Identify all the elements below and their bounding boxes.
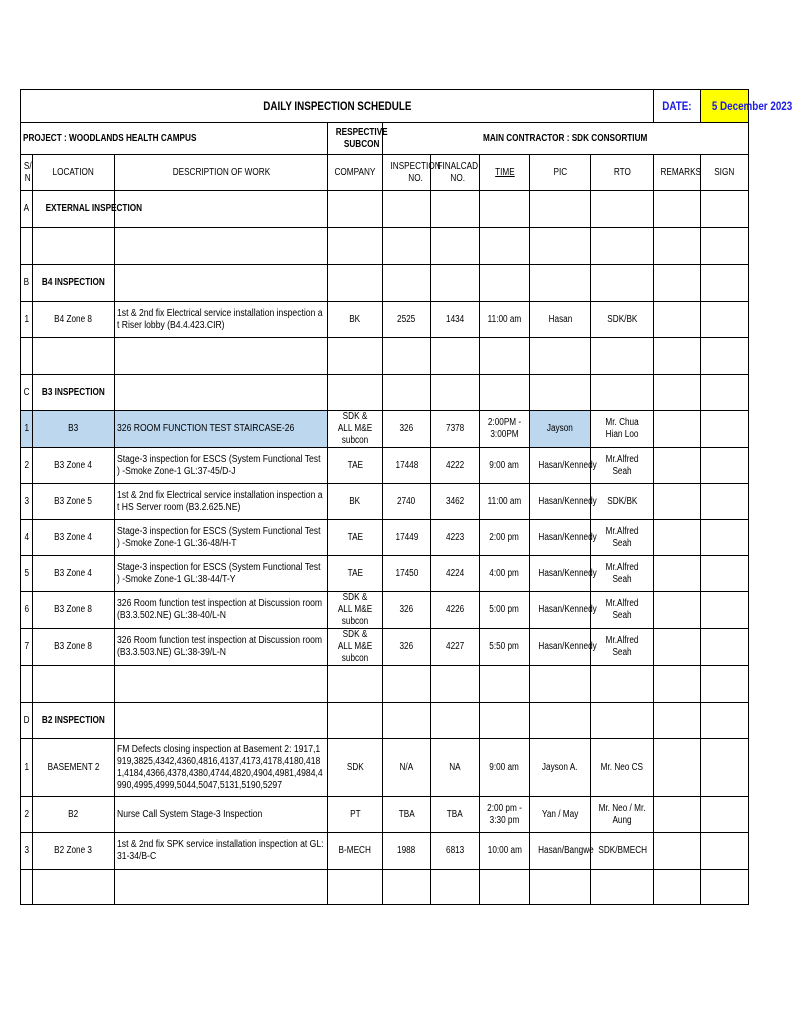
- company-cell: SDK & ALL M&E subcon: [328, 592, 383, 629]
- pic-cell: Jayson: [530, 411, 591, 448]
- company-cell: SDK & ALL M&E subcon: [328, 629, 383, 666]
- remarks-cell: [654, 797, 701, 833]
- empty-cell: [383, 703, 431, 739]
- empty-cell: [115, 870, 328, 905]
- inspection-no-cell: N/A: [383, 739, 431, 797]
- empty-cell: [431, 375, 480, 411]
- time-cell: 11:00 am: [480, 302, 530, 338]
- empty-cell: [115, 338, 328, 375]
- company-cell: PT: [328, 797, 383, 833]
- company-cell: BK: [328, 302, 383, 338]
- empty-cell: [591, 265, 654, 302]
- sn-cell: 7: [21, 629, 33, 666]
- sn-cell: 3: [21, 484, 33, 520]
- empty-cell: [115, 228, 328, 265]
- empty-cell: [431, 870, 480, 905]
- location-cell: B2 Zone 3: [33, 833, 115, 870]
- empty-cell: [383, 375, 431, 411]
- description-cell: 326 ROOM FUNCTION TEST STAIRCASE-26: [115, 411, 328, 448]
- description-cell: Nurse Call System Stage-3 Inspection: [115, 797, 328, 833]
- header-rto: RTO: [591, 155, 654, 191]
- header-description: DESCRIPTION OF WORK: [115, 155, 328, 191]
- sign-cell: [701, 448, 749, 484]
- sign-cell: [701, 629, 749, 666]
- empty-cell: [530, 703, 591, 739]
- empty-cell: [115, 703, 328, 739]
- empty-cell: [21, 338, 33, 375]
- header-remarks: REMARKS: [654, 155, 701, 191]
- table-row: [21, 411, 749, 448]
- sign-cell: [701, 411, 749, 448]
- header-location: LOCATION: [33, 155, 115, 191]
- empty-cell: [701, 191, 749, 228]
- empty-cell: [33, 870, 115, 905]
- finalcad-no-cell: 1434: [431, 302, 480, 338]
- description-cell: 1st & 2nd fix Electrical service installation inspection at HS Server room (B3.2.625.NE): [115, 484, 328, 520]
- empty-cell: [530, 375, 591, 411]
- empty-cell: [591, 375, 654, 411]
- finalcad-no-cell: 7378: [431, 411, 480, 448]
- table-row: [21, 797, 749, 833]
- section-letter: C: [21, 375, 33, 411]
- section-letter: B: [21, 265, 33, 302]
- empty-cell: [530, 666, 591, 703]
- sn-cell: 5: [21, 556, 33, 592]
- inspection-no-cell: 2740: [383, 484, 431, 520]
- sn-cell: 2: [21, 448, 33, 484]
- empty-cell: [383, 191, 431, 228]
- empty-cell: [480, 703, 530, 739]
- empty-cell: [431, 265, 480, 302]
- table-row: [21, 629, 749, 666]
- empty-cell: [591, 666, 654, 703]
- empty-cell: [431, 703, 480, 739]
- header-pic: PIC: [530, 155, 591, 191]
- time-cell: 5:00 pm: [480, 592, 530, 629]
- sn-cell: 4: [21, 520, 33, 556]
- time-cell: 2:00PM - 3:00PM: [480, 411, 530, 448]
- section-row: [21, 265, 749, 302]
- description-cell: Stage-3 inspection for ESCS (System Functional Test ) -Smoke Zone-1 GL:37-45/D-J: [115, 448, 328, 484]
- pic-cell: Hasan/Kennedy: [530, 484, 591, 520]
- finalcad-no-cell: 6813: [431, 833, 480, 870]
- empty-cell: [328, 191, 383, 228]
- pic-cell: Hasan/Kennedy: [530, 592, 591, 629]
- empty-row: [21, 338, 749, 375]
- table-row: [21, 556, 749, 592]
- empty-cell: [431, 338, 480, 375]
- rto-cell: Mr. Neo CS: [591, 739, 654, 797]
- empty-cell: [21, 228, 33, 265]
- empty-cell: [115, 666, 328, 703]
- finalcad-no-cell: 4222: [431, 448, 480, 484]
- description-cell: FM Defects closing inspection at Basement 2: 1917,1919,3825,4342,4360,4816,4137,4173,4178,4180,4181,4184,4366,4378,4380,4744,4820,4904,4981,4984,4990,4995,4999,5044,5047,5131,5190,5297: [115, 739, 328, 797]
- inspection-no-cell: 2525: [383, 302, 431, 338]
- sign-cell: [701, 302, 749, 338]
- rto-cell: Mr.Alfred Seah: [591, 556, 654, 592]
- finalcad-no-cell: 4224: [431, 556, 480, 592]
- pic-cell: Hasan/Bangwe: [530, 833, 591, 870]
- empty-cell: [654, 375, 701, 411]
- time-cell: 9:00 am: [480, 448, 530, 484]
- remarks-cell: [654, 302, 701, 338]
- section-letter: A: [21, 191, 33, 228]
- empty-cell: [480, 265, 530, 302]
- empty-cell: [480, 191, 530, 228]
- inspection-no-cell: 17449: [383, 520, 431, 556]
- remarks-cell: [654, 833, 701, 870]
- finalcad-no-cell: TBA: [431, 797, 480, 833]
- empty-cell: [328, 228, 383, 265]
- rto-cell: Mr. Neo / Mr. Aung: [591, 797, 654, 833]
- sign-cell: [701, 484, 749, 520]
- finalcad-no-cell: 4226: [431, 592, 480, 629]
- title-row: [21, 90, 749, 123]
- empty-cell: [431, 666, 480, 703]
- rto-cell: Mr.Alfred Seah: [591, 520, 654, 556]
- date-value: 5 December 2023: [701, 90, 749, 123]
- time-cell: 2:00 pm - 3:30 pm: [480, 797, 530, 833]
- location-cell: B3: [33, 411, 115, 448]
- time-cell: 11:00 am: [480, 484, 530, 520]
- sign-cell: [701, 833, 749, 870]
- empty-cell: [654, 338, 701, 375]
- empty-cell: [530, 338, 591, 375]
- table-row: [21, 739, 749, 797]
- empty-cell: [654, 703, 701, 739]
- project-name: PROJECT : WOODLANDS HEALTH CAMPUS: [21, 123, 328, 155]
- remarks-cell: [654, 448, 701, 484]
- sign-cell: [701, 520, 749, 556]
- section-row: [21, 703, 749, 739]
- sn-cell: 2: [21, 797, 33, 833]
- company-cell: B-MECH: [328, 833, 383, 870]
- table-row: [21, 520, 749, 556]
- rto-cell: Mr.Alfred Seah: [591, 448, 654, 484]
- remarks-cell: [654, 520, 701, 556]
- description-cell: Stage-3 inspection for ESCS (System Functional Test ) -Smoke Zone-1 GL:36-48/H-T: [115, 520, 328, 556]
- location-cell: B3 Zone 5: [33, 484, 115, 520]
- empty-cell: [328, 666, 383, 703]
- empty-cell: [328, 338, 383, 375]
- location-cell: B3 Zone 4: [33, 556, 115, 592]
- empty-cell: [431, 191, 480, 228]
- inspection-no-cell: 326: [383, 592, 431, 629]
- empty-cell: [530, 191, 591, 228]
- section-name: EXTERNAL INSPECTION: [33, 191, 115, 228]
- empty-cell: [115, 191, 328, 228]
- empty-cell: [701, 228, 749, 265]
- empty-cell: [591, 703, 654, 739]
- empty-cell: [591, 191, 654, 228]
- empty-cell: [383, 228, 431, 265]
- empty-cell: [701, 338, 749, 375]
- sign-cell: [701, 556, 749, 592]
- empty-cell: [383, 666, 431, 703]
- empty-cell: [480, 870, 530, 905]
- sn-cell: 1: [21, 411, 33, 448]
- empty-cell: [654, 870, 701, 905]
- inspection-no-cell: 1988: [383, 833, 431, 870]
- inspection-no-cell: TBA: [383, 797, 431, 833]
- location-cell: B2: [33, 797, 115, 833]
- empty-cell: [328, 870, 383, 905]
- remarks-cell: [654, 739, 701, 797]
- description-cell: 1st & 2nd fix Electrical service installation inspection at Riser lobby (B4.4.423.CIR): [115, 302, 328, 338]
- description-cell: Stage-3 inspection for ESCS (System Functional Test ) -Smoke Zone-1 GL:38-44/T-Y: [115, 556, 328, 592]
- table-row: [21, 302, 749, 338]
- company-cell: BK: [328, 484, 383, 520]
- remarks-cell: [654, 592, 701, 629]
- pic-cell: Yan / May: [530, 797, 591, 833]
- sn-cell: 1: [21, 302, 33, 338]
- section-name: B3 INSPECTION: [33, 375, 115, 411]
- remarks-cell: [654, 629, 701, 666]
- empty-cell: [328, 703, 383, 739]
- date-label: DATE:: [654, 90, 701, 123]
- empty-cell: [530, 228, 591, 265]
- empty-cell: [431, 228, 480, 265]
- company-cell: TAE: [328, 520, 383, 556]
- time-cell: 5:50 pm: [480, 629, 530, 666]
- empty-cell: [33, 338, 115, 375]
- header-inspection-no: INSPECTION NO.: [383, 155, 431, 191]
- company-cell: TAE: [328, 448, 383, 484]
- section-name: B2 INSPECTION: [33, 703, 115, 739]
- time-cell: 10:00 am: [480, 833, 530, 870]
- pic-cell: Hasan/Kennedy: [530, 629, 591, 666]
- sign-cell: [701, 592, 749, 629]
- empty-cell: [701, 265, 749, 302]
- location-cell: B3 Zone 4: [33, 520, 115, 556]
- empty-cell: [21, 666, 33, 703]
- header-finalcad-no: FINALCAD NO.: [431, 155, 480, 191]
- main-contractor: MAIN CONTRACTOR : SDK CONSORTIUM: [383, 123, 749, 155]
- company-cell: TAE: [328, 556, 383, 592]
- table-row: [21, 448, 749, 484]
- table-row: [21, 833, 749, 870]
- header-sign: SIGN: [701, 155, 749, 191]
- pic-cell: Hasan: [530, 302, 591, 338]
- pic-cell: Jayson A.: [530, 739, 591, 797]
- empty-cell: [654, 666, 701, 703]
- rto-cell: Mr. Chua Hian Loo: [591, 411, 654, 448]
- location-cell: B3 Zone 8: [33, 629, 115, 666]
- finalcad-no-cell: 4227: [431, 629, 480, 666]
- location-cell: BASEMENT 2: [33, 739, 115, 797]
- sn-cell: 1: [21, 739, 33, 797]
- remarks-cell: [654, 484, 701, 520]
- respective-subcon-label: RESPECTIVE SUBCON: [328, 123, 383, 155]
- empty-cell: [591, 228, 654, 265]
- empty-cell: [701, 666, 749, 703]
- inspection-schedule-table: [20, 89, 793, 905]
- rto-cell: SDK/BK: [591, 484, 654, 520]
- time-cell: 2:00 pm: [480, 520, 530, 556]
- empty-row: [21, 666, 749, 703]
- section-row: [21, 191, 749, 228]
- rto-cell: Mr.Alfred Seah: [591, 592, 654, 629]
- header-time: TIME: [480, 155, 530, 191]
- empty-cell: [654, 265, 701, 302]
- empty-row: [21, 228, 749, 265]
- empty-cell: [654, 228, 701, 265]
- empty-cell: [383, 870, 431, 905]
- section-letter: D: [21, 703, 33, 739]
- finalcad-no-cell: NA: [431, 739, 480, 797]
- location-cell: B4 Zone 8: [33, 302, 115, 338]
- company-cell: SDK & ALL M&E subcon: [328, 411, 383, 448]
- empty-cell: [115, 265, 328, 302]
- header-company: COMPANY: [328, 155, 383, 191]
- description-cell: 1st & 2nd fix SPK service installation inspection at GL:31-34/B-C: [115, 833, 328, 870]
- schedule-title: DAILY INSPECTION SCHEDULE: [21, 90, 654, 123]
- sign-cell: [701, 797, 749, 833]
- empty-cell: [701, 870, 749, 905]
- empty-cell: [328, 375, 383, 411]
- rto-cell: SDK/BK: [591, 302, 654, 338]
- remarks-cell: [654, 556, 701, 592]
- time-cell: 4:00 pm: [480, 556, 530, 592]
- empty-cell: [654, 191, 701, 228]
- empty-cell: [701, 375, 749, 411]
- empty-cell: [383, 265, 431, 302]
- remarks-cell: [654, 411, 701, 448]
- finalcad-no-cell: 3462: [431, 484, 480, 520]
- empty-cell: [21, 870, 33, 905]
- empty-cell: [480, 228, 530, 265]
- empty-cell: [480, 338, 530, 375]
- pic-cell: Hasan/Kennedy: [530, 448, 591, 484]
- finalcad-no-cell: 4223: [431, 520, 480, 556]
- table-row: [21, 484, 749, 520]
- table-row: [21, 592, 749, 629]
- time-cell: 9:00 am: [480, 739, 530, 797]
- inspection-no-cell: 17448: [383, 448, 431, 484]
- section-row: [21, 375, 749, 411]
- column-header-row: [21, 155, 749, 191]
- sn-cell: 6: [21, 592, 33, 629]
- rto-cell: SDK/BMECH: [591, 833, 654, 870]
- empty-cell: [33, 666, 115, 703]
- inspection-no-cell: 326: [383, 629, 431, 666]
- sign-cell: [701, 739, 749, 797]
- pic-cell: Hasan/Kennedy: [530, 556, 591, 592]
- empty-cell: [33, 228, 115, 265]
- empty-cell: [383, 338, 431, 375]
- pic-cell: Hasan/Kennedy: [530, 520, 591, 556]
- description-cell: 326 Room function test inspection at Discussion room (B3.3.503.NE) GL:38-39/L-N: [115, 629, 328, 666]
- empty-row: [21, 870, 749, 905]
- empty-cell: [480, 666, 530, 703]
- location-cell: B3 Zone 8: [33, 592, 115, 629]
- empty-cell: [328, 265, 383, 302]
- company-cell: SDK: [328, 739, 383, 797]
- sn-cell: 3: [21, 833, 33, 870]
- inspection-no-cell: 326: [383, 411, 431, 448]
- empty-cell: [480, 375, 530, 411]
- empty-cell: [701, 703, 749, 739]
- inspection-no-cell: 17450: [383, 556, 431, 592]
- empty-cell: [530, 265, 591, 302]
- empty-cell: [530, 870, 591, 905]
- empty-cell: [591, 870, 654, 905]
- section-name: B4 INSPECTION: [33, 265, 115, 302]
- empty-cell: [115, 375, 328, 411]
- location-cell: B3 Zone 4: [33, 448, 115, 484]
- project-row: [21, 123, 749, 155]
- empty-cell: [591, 338, 654, 375]
- header-sn: S/ N: [21, 155, 33, 191]
- rto-cell: Mr.Alfred Seah: [591, 629, 654, 666]
- description-cell: 326 Room function test inspection at Discussion room (B3.3.502.NE) GL:38-40/L-N: [115, 592, 328, 629]
